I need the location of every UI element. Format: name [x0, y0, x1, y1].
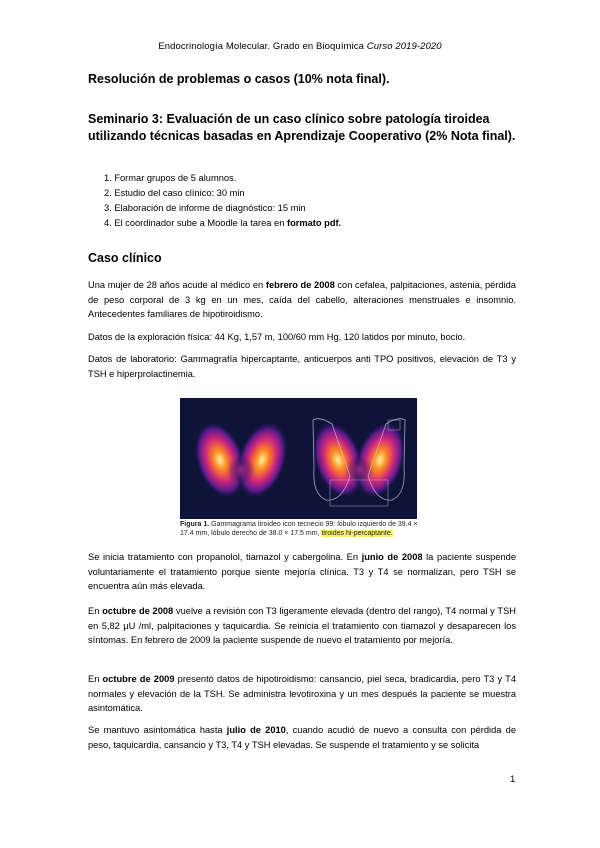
case-title: Caso clínico [88, 251, 162, 265]
paragraph-case-intro: Una mujer de 28 años acude al médico en febrero de 2008 con cefalea, palpitaciones, astenia, pérdida de peso corporal de 3 kg en un mes, caída del cabello, alteraciones menstruales e insomnio. Antecedentes familiares de hipotiroidismo. [88, 280, 516, 320]
page-number: 1 [510, 774, 516, 785]
step-item: 1. Formar grupos de 5 alumnos. [104, 173, 237, 183]
paragraph-exam: Datos de la exploración física: 44 Kg, 1,57 m, 100/60 mm Hg, 120 latidos por minuto, bocio. [88, 332, 466, 342]
header-text: Endocrinología Molecular. Grado en Bioquímica [158, 41, 365, 52]
page-header [0, 41, 600, 52]
paragraph-october-2008: En octubre de 2008 vuelve a revisión con T3 ligeramente elevada (dentro del rango), T4 normal y TSH en 5,82 µU /ml, palpitaciones y taquicardia. Se reinicia el tratamiento con tiamazol y desaparecen los síntomas. En febrero de 2009 la paciente suspende de nuevo el tratamiento por mejoría. [88, 606, 516, 646]
step-item: 3. Elaboración de informe de diagnóstico: 15 min [104, 203, 306, 213]
steps-list [104, 171, 341, 231]
header-course: Curso 2019-2020 [366, 41, 442, 52]
paragraph-october-2009: En octubre de 2009 presentó datos de hipotiroidismo: cansancio, piel seca, bradicardia, pero T3 y T4 normales y elevación de la TSH. Se administra levotiroxina y un mes después la paciente se muestra asintomática. [88, 674, 516, 714]
seminar-title: Seminario 3: Evaluación de un caso clínico sobre patología tiroidea utilizando técnicas basadas en Aprendizaje Cooperativo (2% Nota final). [88, 112, 516, 143]
step-item [104, 216, 341, 231]
scintigraphy-image [180, 398, 417, 519]
paragraph-treatment-2008: Se inicia tratamiento con propanolol, tiamazol y cabergolina. En junio de 2008 la paciente suspende voluntariamente el tratamiento porque siente mejoría clínica. T3 y T4 se normalizan, pero TSH se encuentra aún más elevada. [88, 552, 516, 592]
step-bold: formato pdf. [286, 218, 342, 228]
step-text: 4. El coordinador sube a Moodle la tarea en [104, 218, 285, 228]
step-item: 2. Estudio del caso clínico: 30 min [104, 188, 245, 198]
figure-caption: Figura 1. Gammagrama tiroideo icon tecnecio 99: lóbulo izquierdo de 39.4 × 17.4 mm, lóbulo derecho de 38.0 × 17.5 mm, tiroides hi-percaptante. [180, 521, 418, 537]
paragraph-july-2010: Se mantuvo asintomática hasta julio de 2010, cuando acudió de nuevo a consulta con pérdida de peso, taquicardia, cansancio y T3, T4 y TSH elevadas. Se suspende el tratamiento y se solicita [88, 725, 517, 750]
paragraph-lab: Datos de laboratorio: Gammagrafía hipercaptante, anticuerpos anti TPO positivos, elevación de T3 y TSH e hiperprolactinemia. [88, 354, 516, 379]
section-title: Resolución de problemas o casos (10% nota final). [88, 72, 390, 86]
